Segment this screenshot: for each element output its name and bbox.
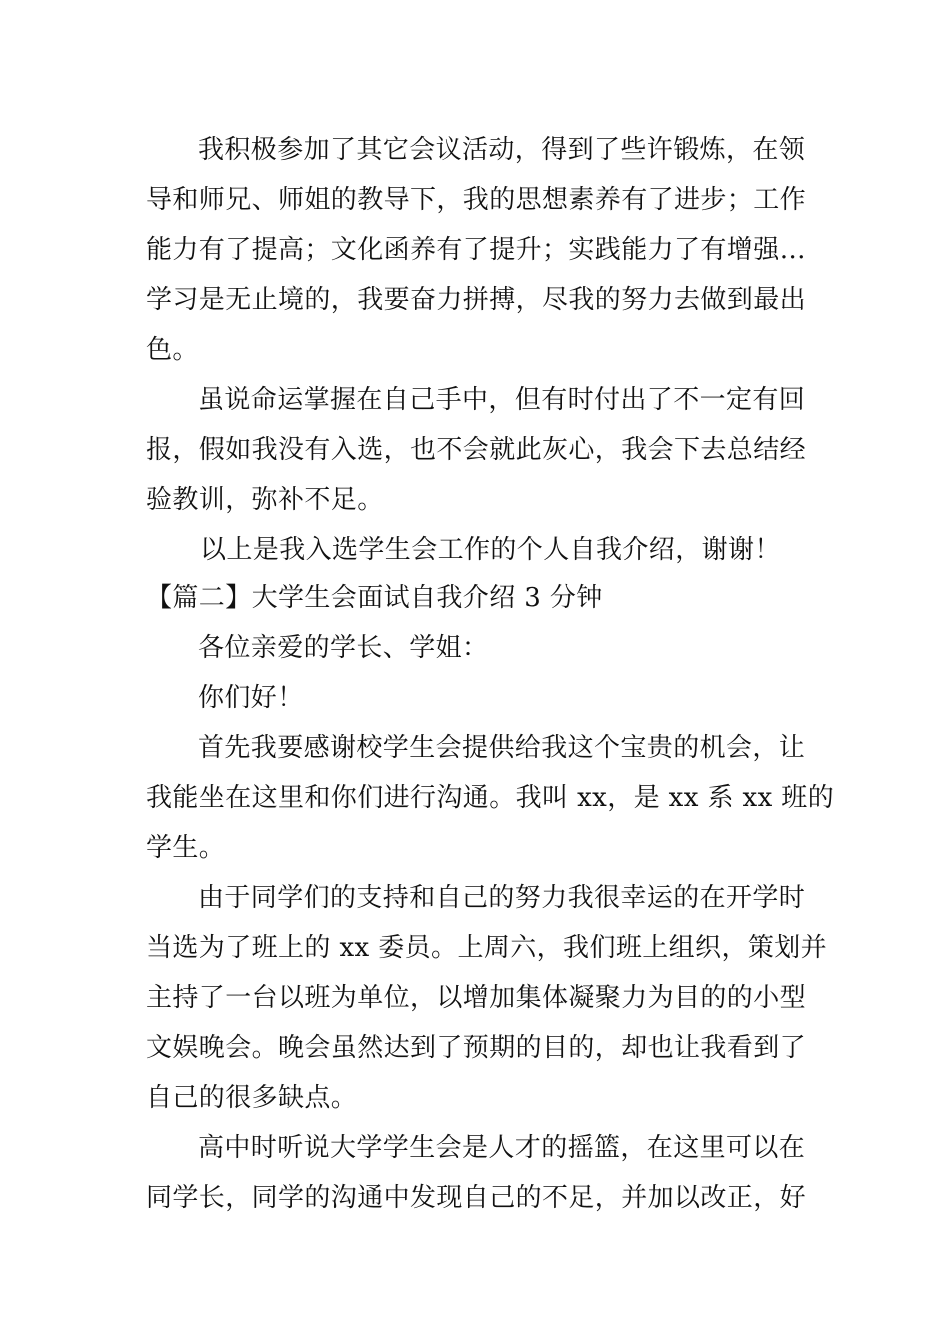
text-line: 报，假如我没有入选，也不会就此灰心，我会下去总结经: [146, 435, 807, 465]
text-line: 首先我要感谢校学生会提供给我这个宝贵的机会，让: [198, 733, 806, 763]
text-line: 我能坐在这里和你们进行沟通。我叫 xx，是 xx 系 xx 班的: [146, 783, 835, 813]
text-line: 自己的很多缺点。: [146, 1083, 358, 1113]
text-line: 文娱晚会。晚会虽然达到了预期的目的，却也让我看到了: [146, 1033, 807, 1063]
text-line: 色。: [146, 335, 199, 365]
text-line: 导和师兄、师姐的教导下，我的思想素养有了进步；工作: [146, 185, 807, 215]
text-line: 当选为了班上的 xx 委员。上周六，我们班上组织，策划并: [146, 933, 828, 963]
text-line: 我积极参加了其它会议活动，得到了些许锻炼，在领: [198, 135, 806, 165]
text-line: 各位亲爱的学长、学姐：: [198, 633, 489, 663]
text-line: 能力有了提高；文化函养有了提升；实践能力了有增强…: [146, 235, 807, 265]
text-line: 主持了一台以班为单位，以增加集体凝聚力为目的的小型: [146, 983, 807, 1013]
section-heading: 【篇二】大学生会面试自我介绍 3 分钟: [146, 583, 603, 613]
text-line: 验教训，弥补不足。: [146, 485, 384, 515]
text-line: 你们好！: [198, 683, 304, 713]
text-line: 学习是无止境的，我要奋力拼搏，尽我的努力去做到最出: [146, 285, 807, 315]
text-line: 同学长，同学的沟通中发现自己的不足，并加以改正，好: [146, 1183, 807, 1213]
text-line: 以上是我入选学生会工作的个人自我介绍，谢谢！: [200, 535, 781, 565]
text-line: 高中时听说大学学生会是人才的摇篮，在这里可以在: [198, 1133, 806, 1163]
text-line: 虽说命运掌握在自己手中，但有时付出了不一定有回: [198, 385, 806, 415]
text-line: 学生。: [146, 833, 226, 863]
text-line: 由于同学们的支持和自己的努力我很幸运的在开学时: [198, 883, 806, 913]
